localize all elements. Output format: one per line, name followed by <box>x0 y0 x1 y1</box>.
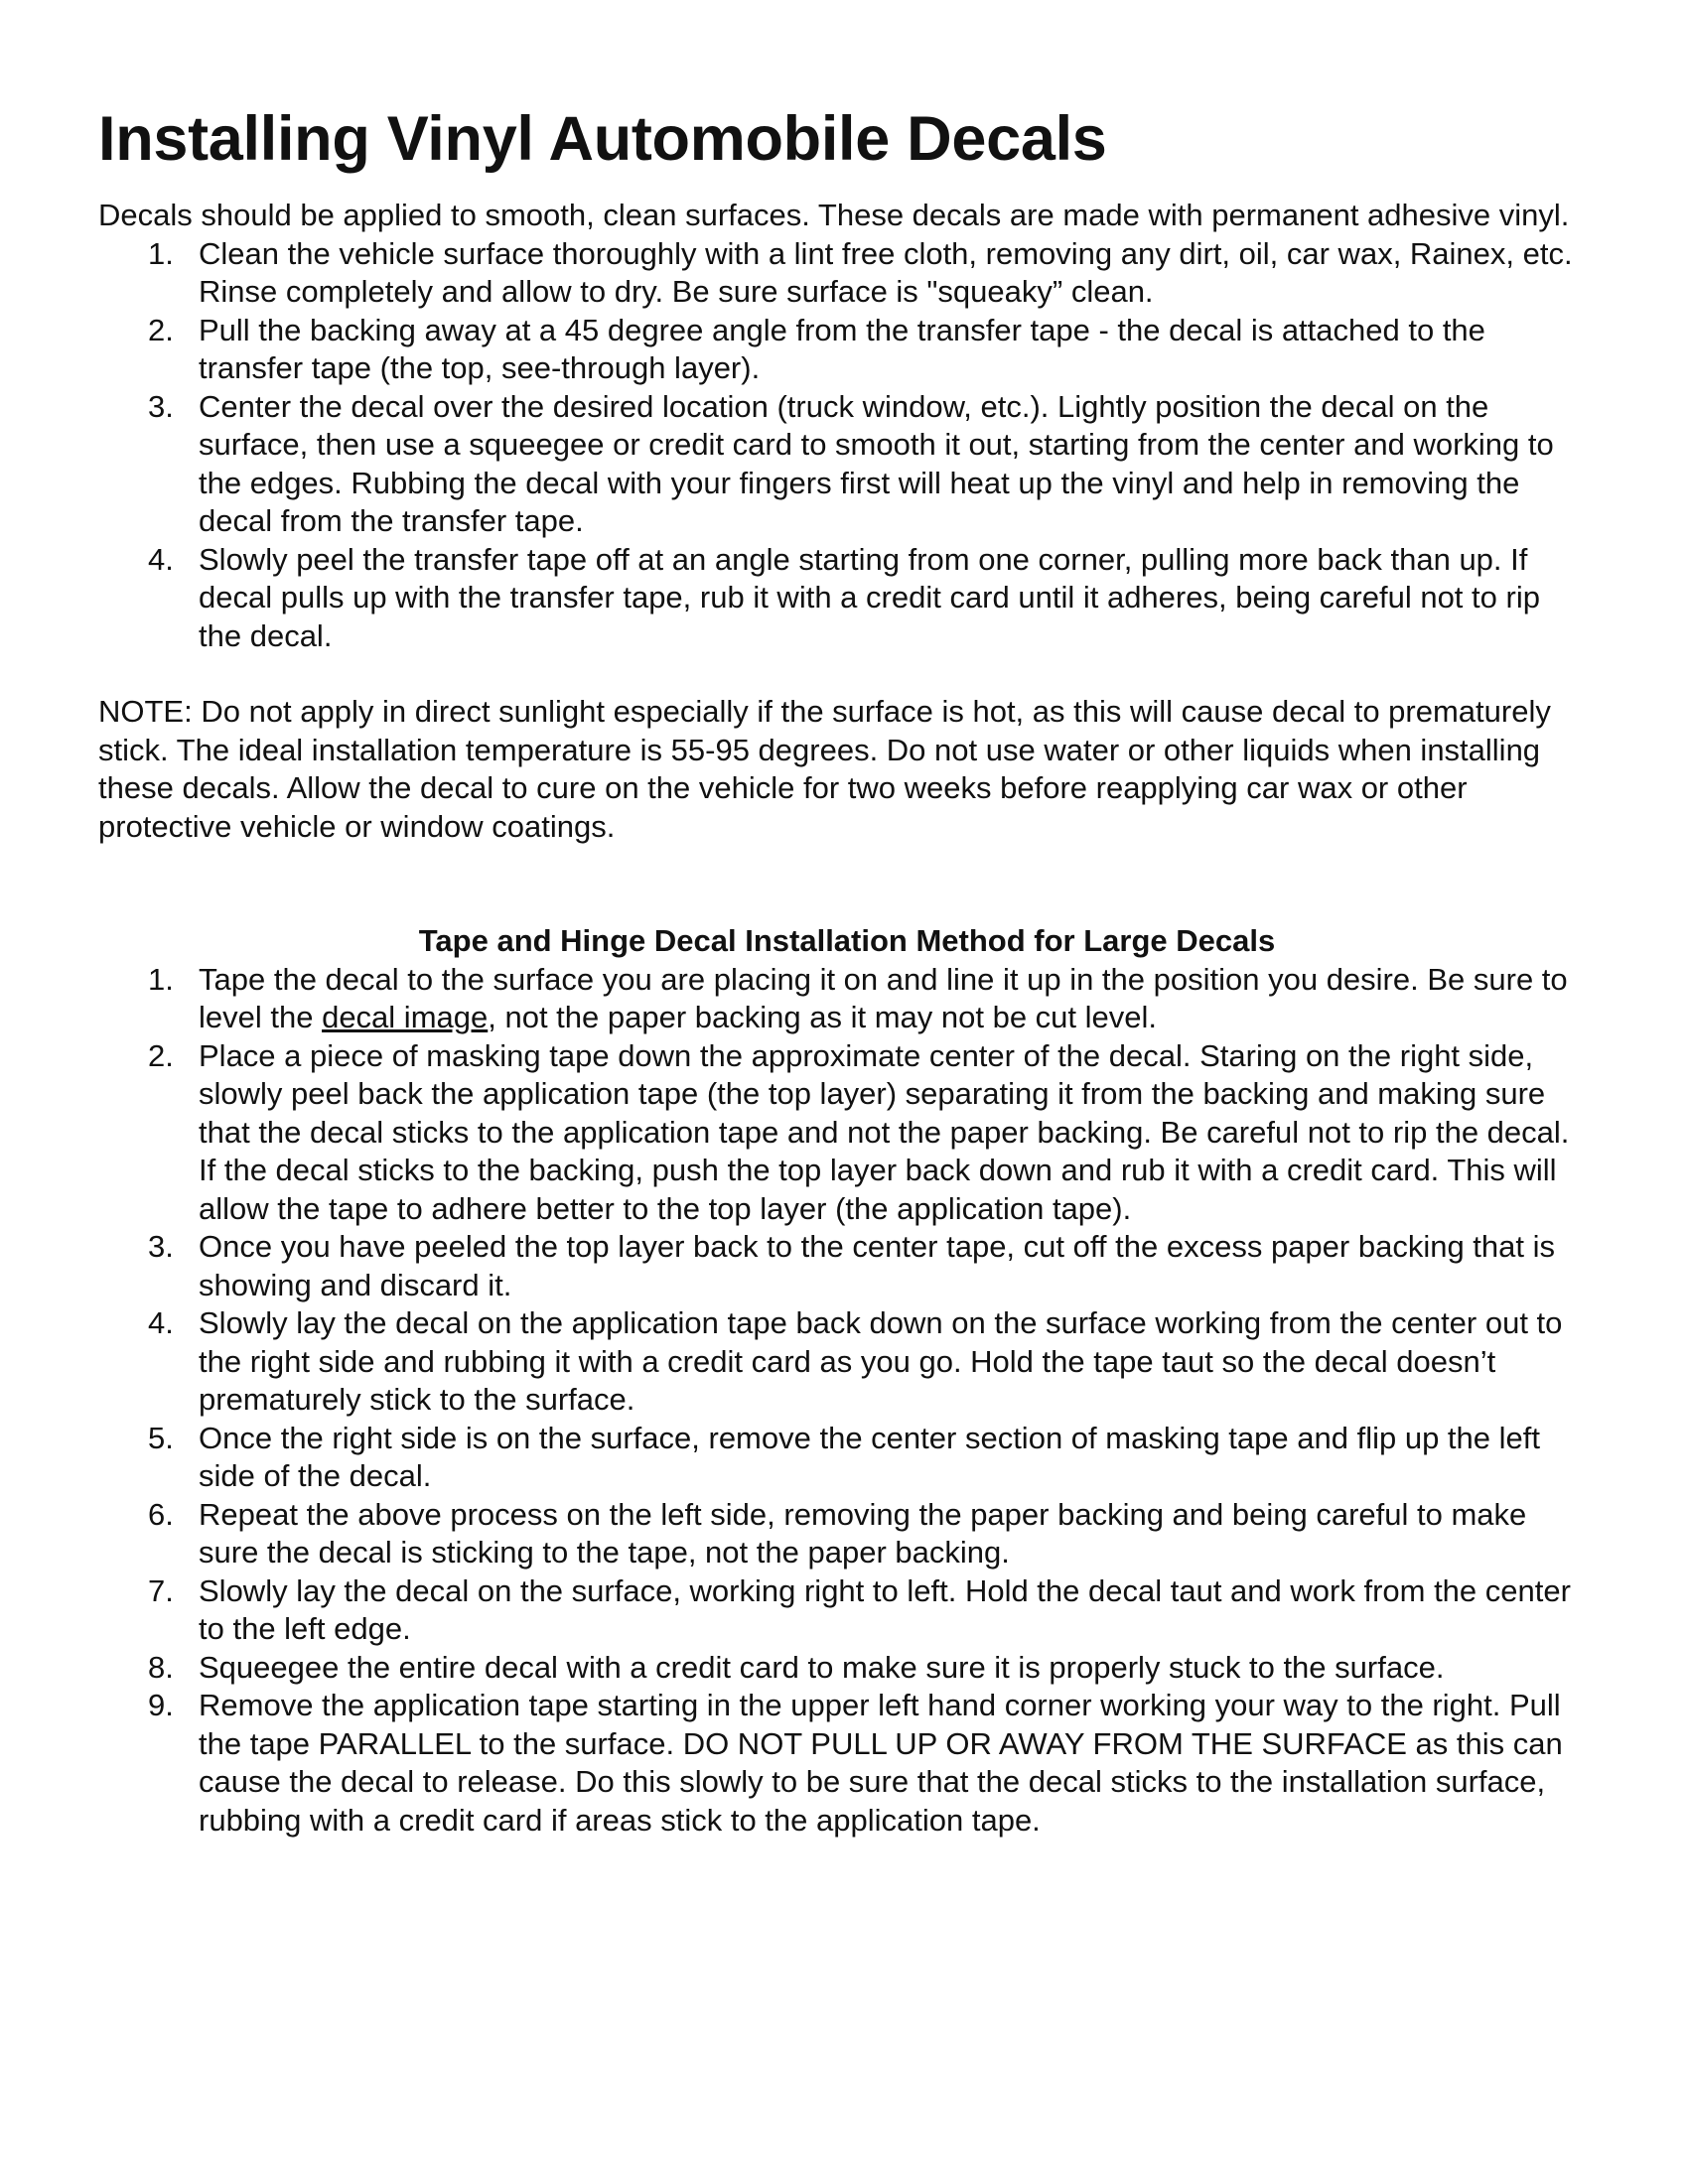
list-item <box>98 388 1588 541</box>
step-text: Clean the vehicle surface thoroughly with a lint free cloth, removing any dirt, oil, car wax, Rainex, etc. Rinse completely and allow to dry. Be sure surface is "squeaky” clean. <box>199 235 1573 309</box>
step-number: 7. <box>148 1572 174 1608</box>
list-item <box>98 1687 1588 1840</box>
step-text: Slowly lay the decal on the application tape back down on the surface working from the center out to the right side and rubbing it with a credit card as you go. Hold the tape taut so the decal doesn’t prematurely stick to the surface. <box>199 1305 1563 1417</box>
step-number: 4. <box>148 1305 174 1340</box>
list-item <box>98 1037 1588 1229</box>
step-number: 6. <box>148 1496 174 1532</box>
step-text-start: Tape the decal to the surface you are placing it on and line it up in the position you desire. Be sure to level the <box>199 961 1568 1034</box>
step-number: 1. <box>148 235 174 271</box>
list-item <box>98 541 1588 656</box>
step-text: Once the right side is on the surface, remove the center section of masking tape and flip up the left side of the decal. <box>199 1420 1540 1493</box>
step-number: 3. <box>148 1229 174 1264</box>
list-item <box>98 1304 1588 1420</box>
document-page <box>98 99 1588 1840</box>
list-item <box>98 1572 1588 1649</box>
list-item <box>98 1649 1588 1688</box>
list-item <box>98 312 1588 388</box>
list-item <box>98 235 1588 312</box>
step-text: Slowly peel the transfer tape off at an angle starting from one corner, pulling more back than up. If decal pulls up with the transfer tape, rub it with a credit card until it adheres, being careful not to rip the decal. <box>199 541 1540 653</box>
page-title: Installing Vinyl Automobile Decals <box>98 104 1107 174</box>
step-number: 1. <box>148 961 174 997</box>
note-paragraph: NOTE: Do not apply in direct sunlight especially if the surface is hot, as this will cause decal to prematurely stick. The ideal installation temperature is 55-95 degrees. Do not use water or other liquids when installing these decals. Allow the decal to cure on the vehicle for two weeks before reapplying car wax or other protective vehicle or window coatings. <box>98 694 1551 844</box>
list-item <box>98 1420 1588 1496</box>
basic-steps-list <box>98 235 1588 656</box>
list-item <box>98 1496 1588 1572</box>
step-number: 8. <box>148 1649 174 1685</box>
step-number: 2. <box>148 312 174 347</box>
intro-paragraph: Decals should be applied to smooth, clean surfaces. These decals are made with permanent adhesive vinyl. <box>98 198 1570 232</box>
step-text: Repeat the above process on the left side, removing the paper backing and being careful to make sure the decal is sticking to the tape, not the paper backing. <box>199 1496 1527 1570</box>
step-text: Remove the application tape starting in the upper left hand corner working your way to the right. Pull the tape PARALLEL to the surface. DO NOT PULL UP OR AWAY FROM THE SURFACE as this can cause the decal to release. Do this slowly to be sure that the decal sticks to the installation surface, rubbing with a credit card if areas stick to the application tape. <box>199 1688 1563 1838</box>
step-text: Center the decal over the desired location (truck window, etc.). Lightly position the decal on the surface, then use a squeegee or credit card to smooth it out, starting from the center and working to the edges. Rubbing the decal with your fingers first will heat up the vinyl and help in removing the decal from the transfer tape. <box>199 388 1554 538</box>
step-text-end: , not the paper backing as it may not be cut level. <box>488 1000 1158 1034</box>
step-number: 2. <box>148 1037 174 1073</box>
step-number: 5. <box>148 1420 174 1455</box>
step-text: Squeegee the entire decal with a credit card to make sure it is properly stuck to the surface. <box>199 1649 1445 1685</box>
hinge-steps-list <box>98 961 1588 1841</box>
list-item <box>98 961 1588 1037</box>
step-text: Place a piece of masking tape down the approximate center of the decal. Staring on the right side, slowly peel back the application tape (the top layer) separating it from the backing and making sure that the decal sticks to the application tape and not the paper backing. Be careful not to rip the decal. If the decal sticks to the backing, push the top layer back down and rub it with a credit card. This will allow the tape to adhere better to the top layer (the application tape). <box>199 1037 1570 1226</box>
step-text: Pull the backing away at a 45 degree angle from the transfer tape - the decal is attached to the transfer tape (the top, see-through layer). <box>199 312 1485 385</box>
step-number: 4. <box>148 541 174 577</box>
step-number: 3. <box>148 388 174 424</box>
section-heading: Tape and Hinge Decal Installation Method for Large Decals <box>418 923 1276 958</box>
step-text: Once you have peeled the top layer back to the center tape, cut off the excess paper backing that is showing and discard it. <box>199 1229 1556 1302</box>
underlined-decal-image: decal image <box>322 1000 489 1034</box>
step-text: Slowly lay the decal on the surface, working right to left. Hold the decal taut and work from the center to the left edge. <box>199 1572 1571 1646</box>
step-number: 9. <box>148 1688 174 1722</box>
list-item <box>98 1228 1588 1304</box>
